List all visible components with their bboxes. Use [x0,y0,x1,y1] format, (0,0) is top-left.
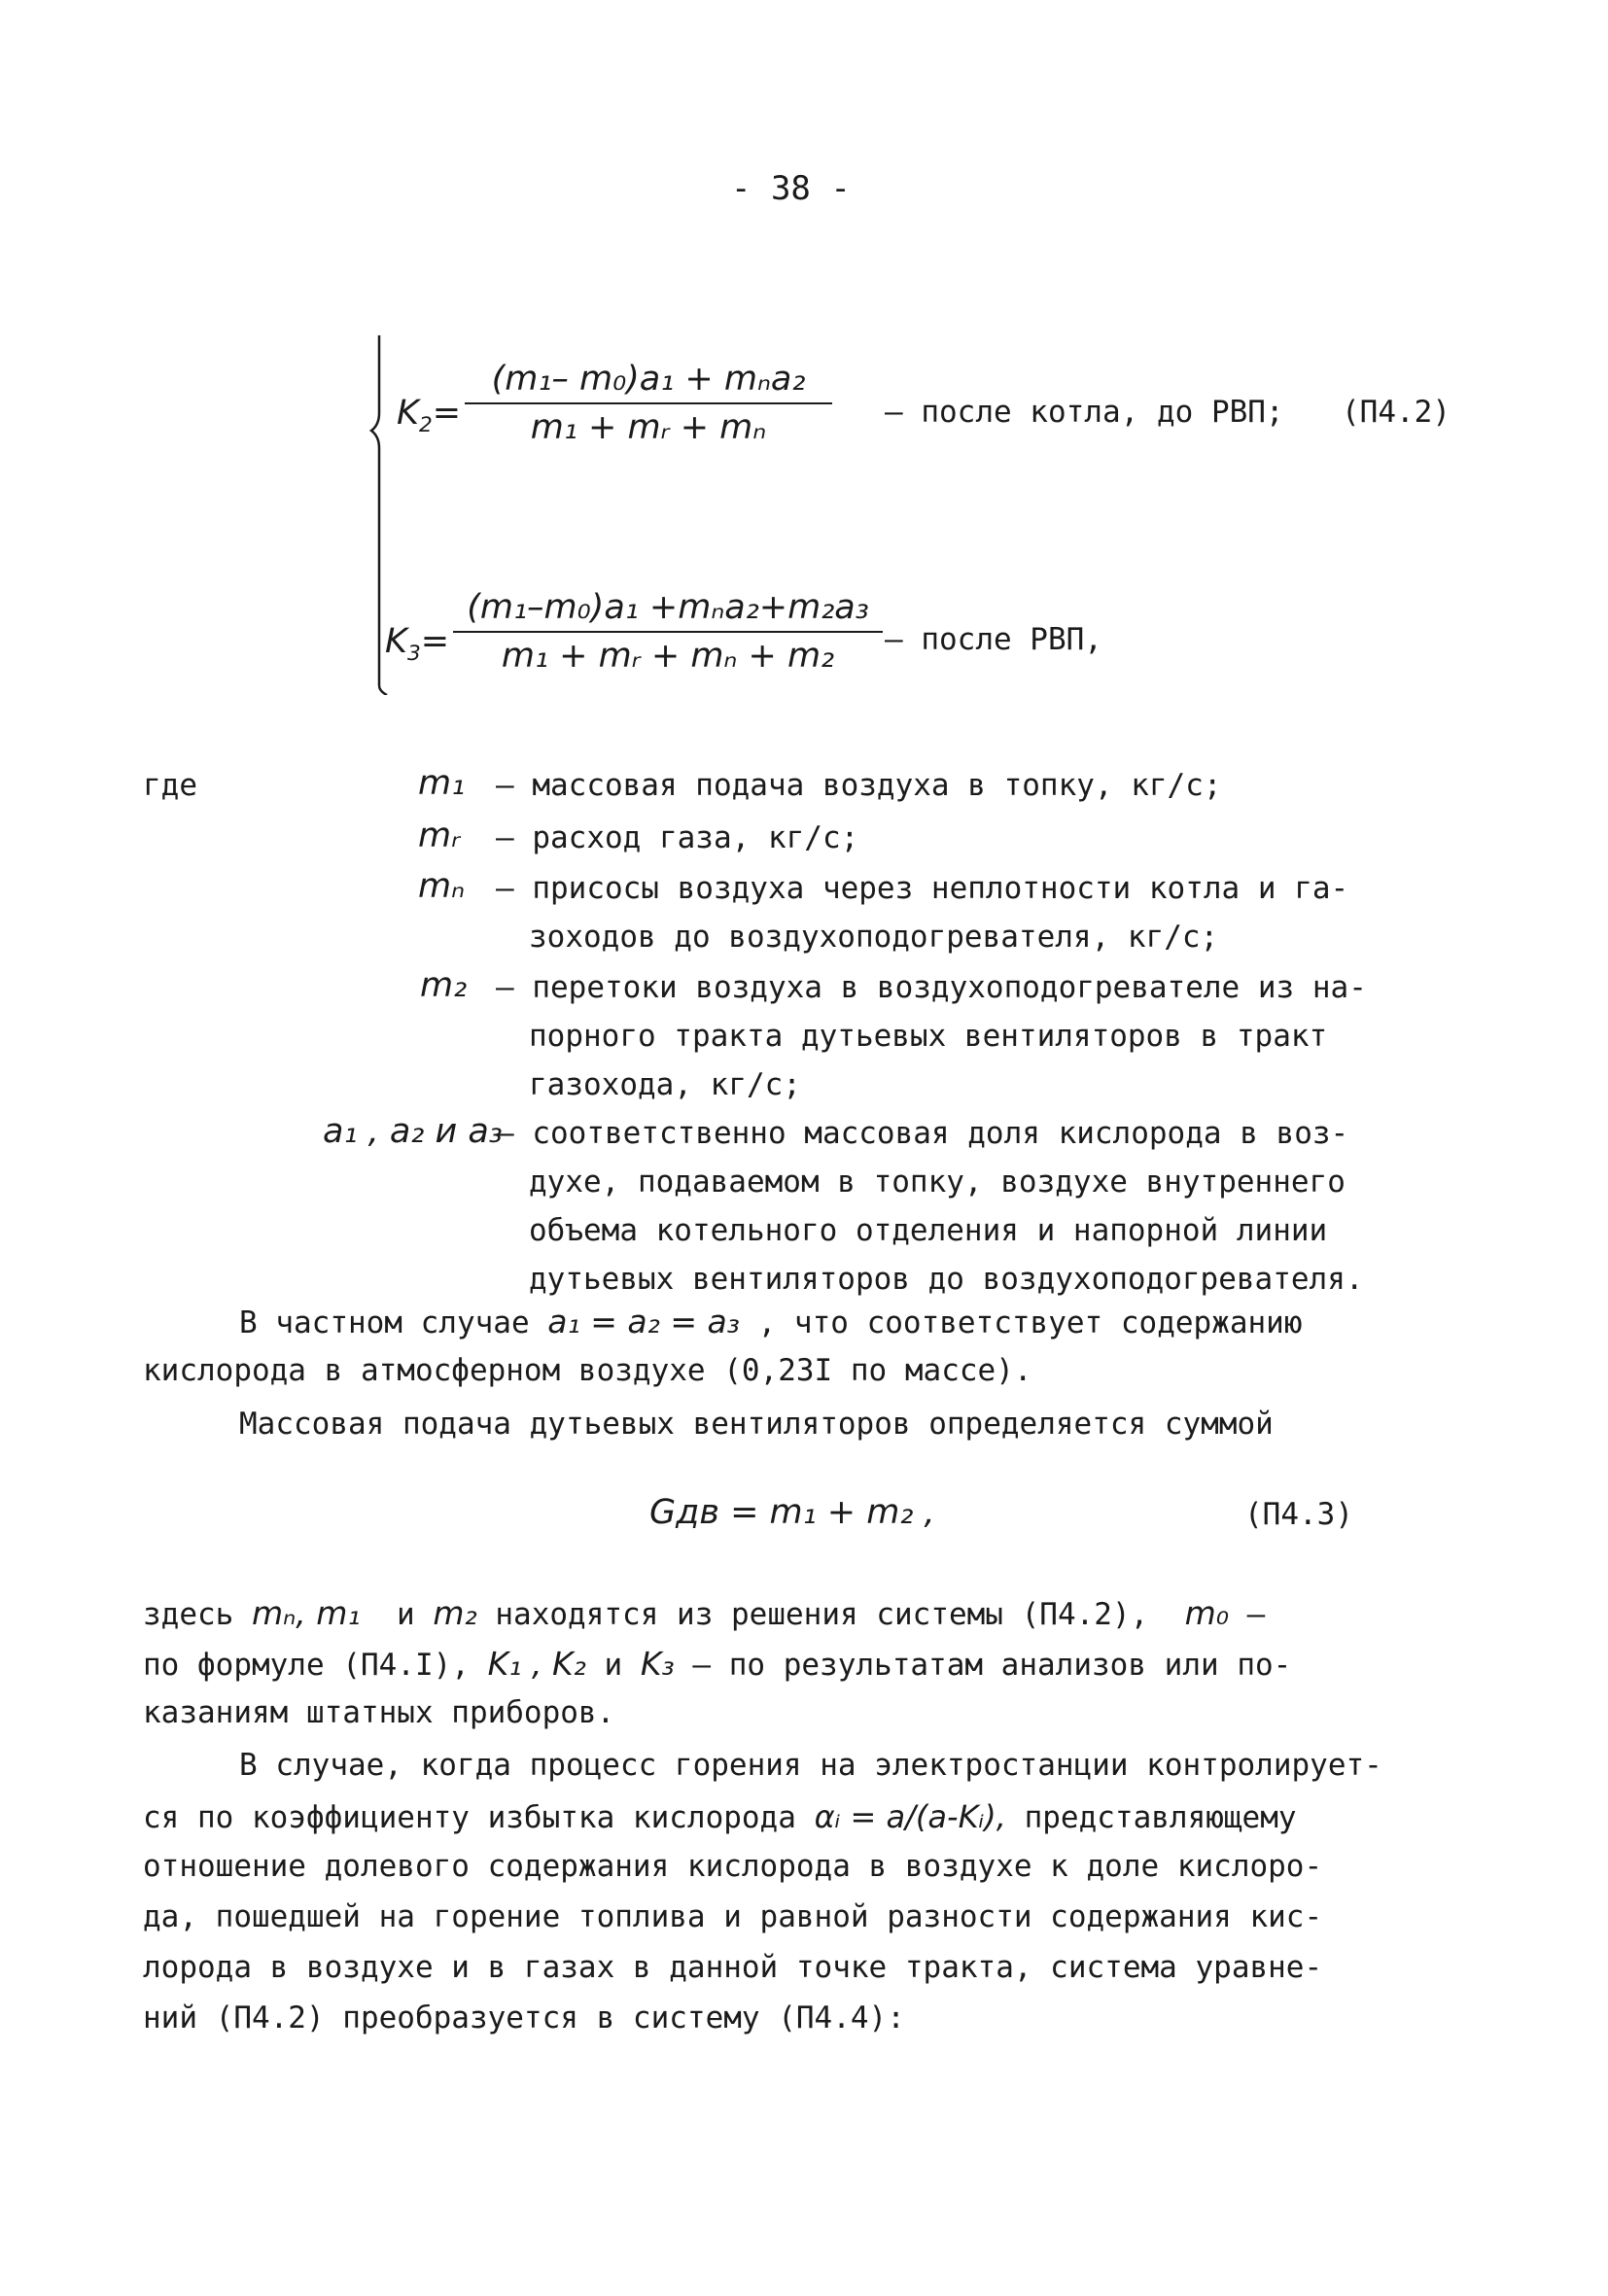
k2-fraction [465,360,832,447]
k3-fraction [453,588,883,676]
text-line: здесь mₙ, m₁ и m₂ находятся из решения системы (П4.2), m₀ – [143,1594,1266,1632]
symbol: m₁ [418,764,466,803]
text-line: кислорода в атмосферном воздухе (0,23I по массе). [143,1353,1032,1388]
definition-line: – массовая подача воздуха в топку, кг/с; [496,768,1222,803]
text-line: отношение долевого содержания кислорода в воздухе к доле кислоро- [143,1849,1323,1884]
inline-formula: a₁ = a₂ = a₃ [547,1303,740,1340]
text-line: В частном случае a₁ = a₂ = a₃ , что соответствует содержанию [239,1303,1303,1340]
k2-numerator: (m₁– m₀)a₁ + mₙa₂ [491,360,806,399]
paragraph-fan-supply: Массовая подача дутьевых вентиляторов определяется суммой [239,1407,1274,1442]
definition-line: зоходов до воздухоподогревателя, кг/с; [529,920,1219,955]
inline-formula: αᵢ = a/(a-Kᵢ), [814,1798,1006,1835]
definition-line: дутьевых вентиляторов до воздухоподогревателя. [529,1262,1364,1297]
k2-equation-number: (П4.2) [1342,395,1451,430]
text-line: лорода в воздухе и в газах в данной точке тракта, система уравне- [143,1950,1323,1985]
text-line: ний (П4.2) преобразуется в систему (П4.4): [143,2000,905,2035]
symbol: a₁ , a₂ и a₃ [323,1112,503,1151]
text-line: казаниям штатных приборов. [143,1695,615,1730]
k3-description: – после РВП, [885,622,1102,657]
k3-numerator: (m₁–m₀)a₁ +mₙa₂+m₂a₃ [467,588,869,627]
symbol: mₙ [418,867,466,906]
equation-formula: Gдв = m₁ + m₂ , [649,1493,935,1532]
definition-line: – присосы воздуха через неплотности котла и га- [496,871,1349,906]
equation-number: (П4.3) [1244,1497,1353,1532]
definition-line: объема котельного отделения и напорной линии [529,1213,1328,1248]
definition-line: газохода, кг/с; [529,1067,801,1102]
definition-line: – перетоки воздуха в воздухоподогревателе из на- [496,970,1367,1005]
where-word: где [143,768,197,803]
k2-denominator: m₁ + mᵣ + mₙ [530,408,767,447]
symbol: mᵣ [418,817,461,855]
definition-line: порного тракта дутьевых вентиляторов в тракт [529,1019,1328,1054]
text-line: В случае, когда процесс горения на электростанции контролирует- [239,1748,1382,1783]
definition-line: – соответственно массовая доля кислорода в воз- [496,1116,1349,1151]
text-line: да, пошедшей на горение топлива и равной разности содержания кис- [143,1899,1323,1934]
definition-line: – расход газа, кг/с; [496,820,859,855]
k3-label: $K_3=$ [385,622,450,666]
text-line: по формуле (П4.I), K₁ , K₂ и K₃ – по результатам анализов или по- [143,1645,1292,1683]
fraction-bar [465,402,832,404]
definition-line: духе, подаваемом в топку, воздухе внутреннего [529,1165,1346,1200]
k3-denominator: m₁ + mᵣ + mₙ + m₂ [501,637,835,676]
k2-description: – после котла, до РВП; [885,395,1284,430]
page-number: - 38 - [731,169,851,208]
fraction-bar [453,631,883,633]
k2-label: $K_2=$ [397,394,462,437]
text-line: ся по коэффициенту избытка кислорода αᵢ = a/(a-Kᵢ), представляющему [143,1798,1297,1835]
symbol: m₂ [420,966,468,1005]
